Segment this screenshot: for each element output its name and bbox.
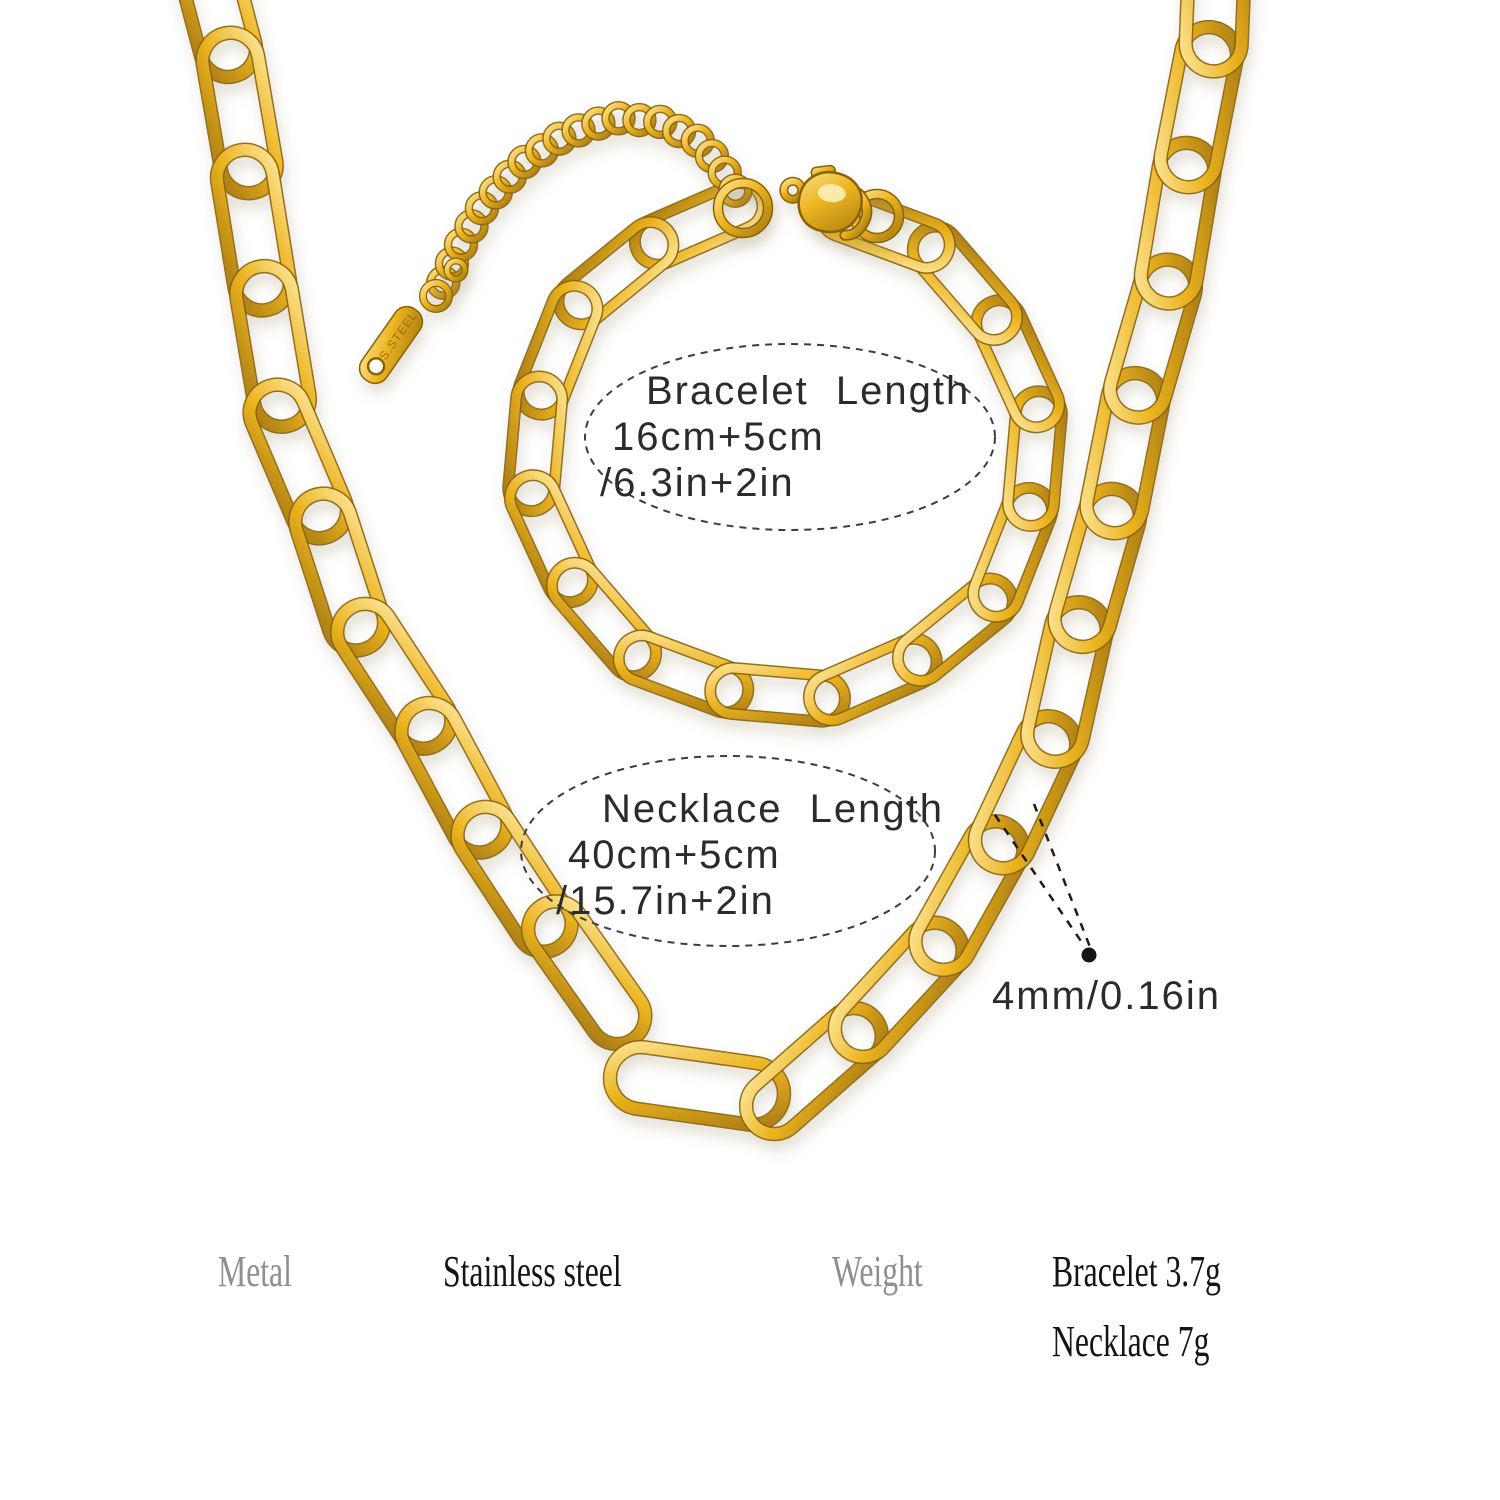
necklace-callout-title: Necklace Length bbox=[602, 787, 944, 831]
spec-metal-label: Metal bbox=[218, 1247, 292, 1296]
spec-weight-label: Weight bbox=[832, 1247, 923, 1296]
pointer-dot bbox=[1082, 948, 1097, 963]
spec-weight-necklace: Necklace 7g bbox=[1052, 1317, 1210, 1366]
bracelet-length-callout bbox=[600, 368, 970, 506]
bracelet-callout-imperial: /6.3in+2in bbox=[600, 461, 795, 505]
lobster-clasp bbox=[776, 154, 877, 241]
spec-weight-bracelet: Bracelet 3.7g bbox=[1052, 1247, 1221, 1296]
spec-metal-value: Stainless steel bbox=[443, 1247, 622, 1296]
necklace-callout-imperial: /15.7in+2in bbox=[556, 879, 775, 923]
bracelet-callout-title: Bracelet Length bbox=[646, 369, 971, 413]
necklace-callout-metric: 40cm+5cm bbox=[568, 833, 781, 877]
pointer-line bbox=[1034, 804, 1090, 947]
tag-stamp-text: S.STEEL bbox=[376, 308, 421, 363]
brand-tag bbox=[354, 301, 428, 389]
necklace-length-callout bbox=[556, 786, 944, 924]
thickness-label: 4mm/0.16in bbox=[992, 974, 1221, 1018]
bracelet-callout-metric: 16cm+5cm bbox=[612, 415, 825, 459]
